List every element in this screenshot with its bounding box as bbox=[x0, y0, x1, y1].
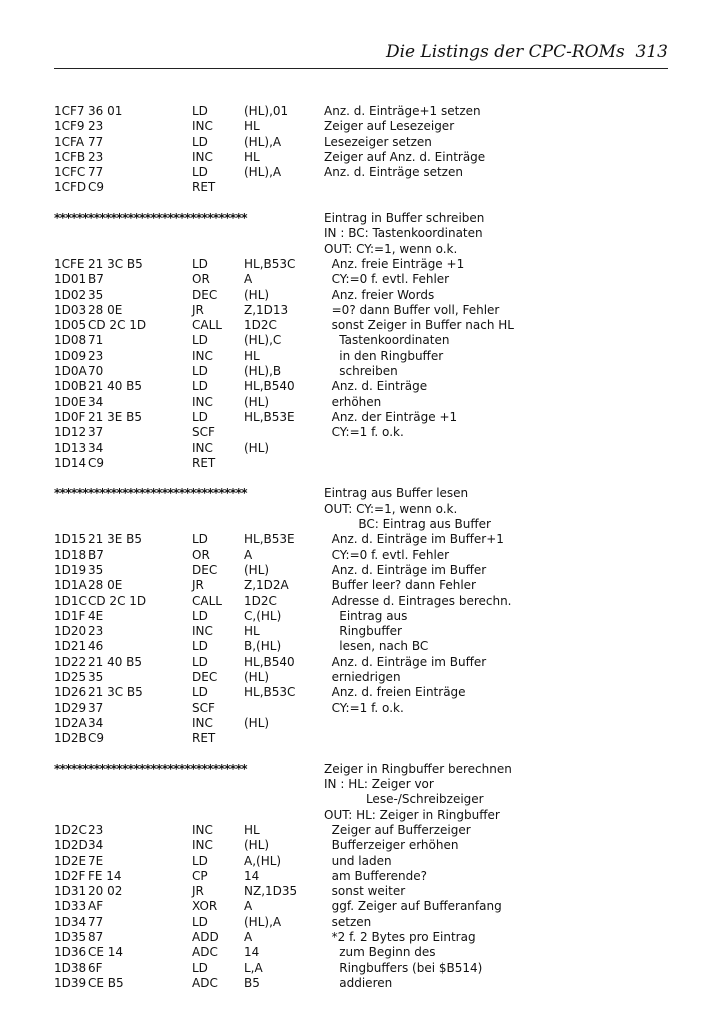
address: 1CFB bbox=[54, 149, 86, 164]
comment: CY:=0 f. evtl. Fehler bbox=[324, 547, 450, 562]
listing-row bbox=[54, 180, 674, 195]
operand: HL bbox=[244, 624, 260, 639]
listing-row bbox=[54, 441, 674, 456]
address: 1D36 bbox=[54, 945, 87, 960]
hex-bytes: 77 bbox=[88, 134, 104, 149]
listing-row bbox=[54, 976, 674, 991]
listing-row bbox=[54, 532, 674, 547]
mnemonic: LD bbox=[192, 914, 208, 929]
mnemonic: JR bbox=[192, 884, 204, 899]
hex-bytes: 28 0E bbox=[88, 302, 123, 317]
page-header bbox=[54, 36, 668, 69]
address: 1D31 bbox=[54, 884, 87, 899]
operand: (HL) bbox=[244, 715, 270, 730]
hex-bytes: 23 bbox=[88, 348, 104, 363]
mnemonic: LD bbox=[192, 532, 208, 547]
comment: Tastenkoordinaten bbox=[324, 333, 450, 348]
comment: Anz. der Einträge +1 bbox=[324, 409, 458, 424]
operand: HL,B53E bbox=[244, 409, 295, 424]
assembly-listing bbox=[54, 104, 674, 991]
comment: erniedrigen bbox=[324, 669, 401, 684]
mnemonic: RET bbox=[192, 731, 216, 746]
listing-row bbox=[54, 823, 674, 838]
listing-row bbox=[54, 548, 674, 563]
address: 1D33 bbox=[54, 899, 87, 914]
mnemonic: XOR bbox=[192, 899, 218, 914]
listing-row bbox=[54, 318, 674, 333]
address: 1CFC bbox=[54, 165, 86, 180]
mnemonic: INC bbox=[192, 715, 213, 730]
hex-bytes: C9 bbox=[88, 731, 105, 746]
hex-bytes: 35 bbox=[88, 669, 104, 684]
hex-bytes: 6F bbox=[88, 960, 103, 975]
listing-row bbox=[54, 716, 674, 731]
comment: Lesezeiger setzen bbox=[324, 134, 432, 149]
mnemonic: JR bbox=[192, 578, 204, 593]
address: 1D1C bbox=[54, 593, 87, 608]
hex-bytes: 21 3C B5 bbox=[88, 256, 143, 271]
comment: am Bufferende? bbox=[324, 868, 428, 883]
hex-bytes: 21 3E B5 bbox=[88, 409, 142, 424]
operand: HL bbox=[244, 348, 260, 363]
section-divider-row bbox=[54, 486, 674, 501]
mnemonic: RET bbox=[192, 180, 216, 195]
hex-bytes: 28 0E bbox=[88, 578, 123, 593]
listing-row bbox=[54, 104, 674, 119]
listing-row bbox=[54, 639, 674, 654]
comment: sonst Zeiger in Buffer nach HL bbox=[324, 318, 514, 333]
comment: in den Ringbuffer bbox=[324, 348, 444, 363]
comment: =0? dann Buffer voll, Fehler bbox=[324, 302, 500, 317]
page-title: Die Listings der CPC-ROMs 313 bbox=[385, 42, 668, 62]
address: 1D34 bbox=[54, 914, 87, 929]
hex-bytes: CD 2C 1D bbox=[88, 593, 147, 608]
hex-bytes: 77 bbox=[88, 914, 104, 929]
comment: Anz. freier Words bbox=[324, 287, 435, 302]
mnemonic: INC bbox=[192, 838, 213, 853]
hex-bytes: CE 14 bbox=[88, 945, 124, 960]
operand: Z,1D13 bbox=[244, 302, 289, 317]
mnemonic: LD bbox=[192, 960, 208, 975]
hex-bytes: 36 01 bbox=[88, 104, 123, 118]
hex-bytes: 21 40 B5 bbox=[88, 654, 143, 669]
mnemonic: DEC bbox=[192, 669, 218, 684]
operand: NZ,1D35 bbox=[244, 884, 298, 899]
operand: (HL),C bbox=[244, 333, 282, 348]
address: 1D09 bbox=[54, 348, 87, 363]
operand: Z,1D2A bbox=[244, 578, 289, 593]
mnemonic: LD bbox=[192, 409, 208, 424]
operand: 1D2C bbox=[244, 318, 277, 333]
listing-row bbox=[54, 578, 674, 593]
comment: und laden bbox=[324, 853, 392, 868]
listing-row bbox=[54, 945, 674, 960]
mnemonic: SCF bbox=[192, 425, 215, 440]
listing-row bbox=[54, 838, 674, 853]
operand: (HL),A bbox=[244, 914, 282, 929]
listing-row bbox=[54, 135, 674, 150]
address: 1D35 bbox=[54, 930, 87, 945]
listing-row bbox=[54, 196, 674, 211]
operand: (HL),B bbox=[244, 364, 282, 379]
hex-bytes: 21 40 B5 bbox=[88, 379, 143, 394]
address: 1D05 bbox=[54, 318, 87, 333]
hex-bytes: 23 bbox=[88, 624, 104, 639]
comment: Adresse d. Eintrages berechn. bbox=[324, 593, 512, 608]
comment: OUT: CY:=1, wenn o.k. bbox=[324, 501, 458, 516]
mnemonic: LD bbox=[192, 654, 208, 669]
mnemonic: LD bbox=[192, 685, 208, 700]
comment: ggf. Zeiger auf Bufferanfang bbox=[324, 899, 502, 914]
listing-row bbox=[54, 395, 674, 410]
separator-stars: ********************************** bbox=[54, 211, 247, 226]
operand: C,(HL) bbox=[244, 608, 282, 623]
operand: (HL),A bbox=[244, 165, 282, 180]
mnemonic: DEC bbox=[192, 287, 218, 302]
comment: CY:=1 f. o.k. bbox=[324, 425, 404, 440]
listing-row bbox=[54, 471, 674, 486]
address: 1CFE bbox=[54, 256, 85, 271]
listing-row bbox=[54, 808, 674, 823]
operand: HL bbox=[244, 119, 260, 134]
hex-bytes: 23 bbox=[88, 119, 104, 134]
address: 1D2C bbox=[54, 822, 87, 837]
address: 1D1A bbox=[54, 578, 87, 593]
operand: HL bbox=[244, 149, 260, 164]
comment: Zeiger in Ringbuffer berechnen bbox=[324, 761, 512, 776]
operand: HL,B540 bbox=[244, 654, 295, 669]
listing-row bbox=[54, 884, 674, 899]
mnemonic: LD bbox=[192, 608, 208, 623]
address: 1D15 bbox=[54, 532, 87, 547]
address: 1CF7 bbox=[54, 104, 85, 118]
mnemonic: ADC bbox=[192, 945, 218, 960]
comment: Ringbuffer bbox=[324, 624, 402, 639]
hex-bytes: 35 bbox=[88, 287, 104, 302]
comment: OUT: CY:=1, wenn o.k. bbox=[324, 241, 458, 256]
listing-row bbox=[54, 731, 674, 746]
mnemonic: LD bbox=[192, 364, 208, 379]
address: 1D20 bbox=[54, 624, 87, 639]
address: 1CFD bbox=[54, 180, 87, 195]
hex-bytes: 71 bbox=[88, 333, 104, 348]
comment: Anz. d. Einträge setzen bbox=[324, 165, 463, 180]
mnemonic: CALL bbox=[192, 593, 222, 608]
address: 1D19 bbox=[54, 562, 87, 577]
operand: L,A bbox=[244, 960, 263, 975]
address: 1D21 bbox=[54, 639, 87, 654]
mnemonic: INC bbox=[192, 119, 213, 134]
comment: Anz. d. Einträge+1 setzen bbox=[324, 104, 481, 118]
comment: Anz. d. Einträge im Buffer bbox=[324, 654, 487, 669]
mnemonic: CP bbox=[192, 868, 208, 883]
listing-row bbox=[54, 746, 674, 761]
operand: 14 bbox=[244, 868, 260, 883]
hex-bytes: 46 bbox=[88, 639, 104, 654]
operand: HL,B53C bbox=[244, 685, 296, 700]
listing-row bbox=[54, 425, 674, 440]
comment: Eintrag in Buffer schreiben bbox=[324, 211, 485, 226]
address: 1D02 bbox=[54, 287, 87, 302]
mnemonic: OR bbox=[192, 272, 210, 287]
comment: erhöhen bbox=[324, 394, 382, 409]
comment: Bufferzeiger erhöhen bbox=[324, 838, 459, 853]
comment: schreiben bbox=[324, 364, 398, 379]
listing-row bbox=[54, 456, 674, 471]
operand: (HL) bbox=[244, 394, 270, 409]
address: 1D14 bbox=[54, 455, 87, 470]
listing-row bbox=[54, 364, 674, 379]
hex-bytes: 34 bbox=[88, 838, 104, 853]
hex-bytes: 21 3E B5 bbox=[88, 532, 142, 547]
mnemonic: INC bbox=[192, 822, 213, 837]
comment: addieren bbox=[324, 975, 393, 990]
listing-row bbox=[54, 517, 674, 532]
comment: BC: Eintrag aus Buffer bbox=[324, 517, 491, 532]
comment: Buffer leer? dann Fehler bbox=[324, 578, 476, 593]
listing-row bbox=[54, 701, 674, 716]
mnemonic: LD bbox=[192, 379, 208, 394]
listing-row bbox=[54, 609, 674, 624]
listing-row bbox=[54, 915, 674, 930]
mnemonic: LD bbox=[192, 165, 208, 180]
listing-row bbox=[54, 242, 674, 257]
hex-bytes: AF bbox=[88, 899, 104, 914]
operand: A bbox=[244, 899, 253, 914]
comment: sonst weiter bbox=[324, 884, 406, 899]
hex-bytes: B7 bbox=[88, 547, 104, 562]
mnemonic: DEC bbox=[192, 562, 218, 577]
operand: HL,B53C bbox=[244, 256, 296, 271]
section-divider-row bbox=[54, 762, 674, 777]
hex-bytes: C9 bbox=[88, 455, 105, 470]
operand: HL,B53E bbox=[244, 532, 295, 547]
comment: Anz. d. Einträge bbox=[324, 379, 428, 394]
comment: Zeiger auf Lesezeiger bbox=[324, 119, 455, 134]
listing-row bbox=[54, 226, 674, 241]
listing-row bbox=[54, 563, 674, 578]
listing-row bbox=[54, 792, 674, 807]
comment: OUT: HL: Zeiger in Ringbuffer bbox=[324, 807, 500, 822]
hex-bytes: C9 bbox=[88, 180, 105, 195]
mnemonic: INC bbox=[192, 149, 213, 164]
mnemonic: INC bbox=[192, 394, 213, 409]
operand: (HL),01 bbox=[244, 104, 289, 118]
listing-row bbox=[54, 961, 674, 976]
address: 1D0F bbox=[54, 409, 86, 424]
listing-row bbox=[54, 349, 674, 364]
listing-row bbox=[54, 624, 674, 639]
listing-row bbox=[54, 777, 674, 792]
comment: IN : HL: Zeiger vor bbox=[324, 777, 434, 792]
operand: 1D2C bbox=[244, 593, 277, 608]
operand: (HL) bbox=[244, 440, 270, 455]
mnemonic: LD bbox=[192, 134, 208, 149]
mnemonic: RET bbox=[192, 455, 216, 470]
listing-row bbox=[54, 165, 674, 180]
address: 1D22 bbox=[54, 654, 87, 669]
address: 1D38 bbox=[54, 960, 87, 975]
mnemonic: ADC bbox=[192, 975, 218, 990]
listing-row bbox=[54, 257, 674, 272]
mnemonic: LD bbox=[192, 853, 208, 868]
mnemonic: LD bbox=[192, 104, 208, 118]
mnemonic: ADD bbox=[192, 930, 219, 945]
address: 1D12 bbox=[54, 425, 87, 440]
separator-stars: ********************************** bbox=[54, 486, 247, 501]
listing-row bbox=[54, 119, 674, 134]
listing-row bbox=[54, 594, 674, 609]
address: 1D01 bbox=[54, 272, 87, 287]
hex-bytes: FE 14 bbox=[88, 868, 122, 883]
listing-row bbox=[54, 930, 674, 945]
comment: Anz. d. Einträge im Buffer bbox=[324, 562, 487, 577]
address: 1CFA bbox=[54, 134, 85, 149]
operand: B5 bbox=[244, 975, 260, 990]
hex-bytes: 34 bbox=[88, 394, 104, 409]
hex-bytes: 4E bbox=[88, 608, 104, 623]
operand: (HL),A bbox=[244, 134, 282, 149]
operand: HL bbox=[244, 822, 260, 837]
hex-bytes: 35 bbox=[88, 562, 104, 577]
address: 1D1F bbox=[54, 608, 86, 623]
hex-bytes: 23 bbox=[88, 149, 104, 164]
comment: CY:=0 f. evtl. Fehler bbox=[324, 272, 450, 287]
comment: Anz. d. freien Einträge bbox=[324, 685, 466, 700]
address: 1D08 bbox=[54, 333, 87, 348]
operand: (HL) bbox=[244, 287, 270, 302]
address: 1D25 bbox=[54, 669, 87, 684]
hex-bytes: 23 bbox=[88, 822, 104, 837]
comment: Eintrag aus Buffer lesen bbox=[324, 486, 469, 501]
mnemonic: OR bbox=[192, 547, 210, 562]
hex-bytes: 20 02 bbox=[88, 884, 123, 899]
address: 1D13 bbox=[54, 440, 87, 455]
address: 1D2D bbox=[54, 838, 88, 853]
comment: IN : BC: Tastenkoordinaten bbox=[324, 226, 483, 241]
address: 1D0E bbox=[54, 394, 87, 409]
operand: (HL) bbox=[244, 562, 270, 577]
address: 1D2F bbox=[54, 868, 86, 883]
hex-bytes: 87 bbox=[88, 930, 104, 945]
comment: Ringbuffers (bei $B514) bbox=[324, 960, 483, 975]
listing-row bbox=[54, 655, 674, 670]
mnemonic: LD bbox=[192, 333, 208, 348]
operand: 14 bbox=[244, 945, 260, 960]
address: 1D2A bbox=[54, 715, 87, 730]
hex-bytes: 7E bbox=[88, 853, 104, 868]
mnemonic: INC bbox=[192, 348, 213, 363]
listing-row bbox=[54, 379, 674, 394]
address: 1D0A bbox=[54, 364, 87, 379]
comment: Lese-/Schreibzeiger bbox=[324, 792, 484, 807]
hex-bytes: CD 2C 1D bbox=[88, 318, 147, 333]
listing-row bbox=[54, 869, 674, 884]
comment: Anz. freie Einträge +1 bbox=[324, 256, 465, 271]
address: 1D18 bbox=[54, 547, 87, 562]
address: 1D29 bbox=[54, 700, 87, 715]
listing-row bbox=[54, 333, 674, 348]
listing-row bbox=[54, 685, 674, 700]
hex-bytes: 37 bbox=[88, 700, 104, 715]
hex-bytes: 37 bbox=[88, 425, 104, 440]
operand: A bbox=[244, 272, 253, 287]
comment: CY:=1 f. o.k. bbox=[324, 700, 404, 715]
mnemonic: INC bbox=[192, 624, 213, 639]
mnemonic: LD bbox=[192, 639, 208, 654]
comment: setzen bbox=[324, 914, 372, 929]
address: 1D39 bbox=[54, 975, 87, 990]
mnemonic: LD bbox=[192, 256, 208, 271]
listing-row bbox=[54, 288, 674, 303]
section-divider-row bbox=[54, 211, 674, 226]
address: 1D0B bbox=[54, 379, 87, 394]
hex-bytes: CE B5 bbox=[88, 975, 124, 990]
listing-row bbox=[54, 854, 674, 869]
hex-bytes: 70 bbox=[88, 364, 104, 379]
operand: A bbox=[244, 930, 253, 945]
address: 1D2B bbox=[54, 731, 87, 746]
operand: A bbox=[244, 547, 253, 562]
listing-row bbox=[54, 502, 674, 517]
comment: Zeiger auf Bufferzeiger bbox=[324, 822, 471, 837]
comment: lesen, nach BC bbox=[324, 639, 429, 654]
listing-row bbox=[54, 670, 674, 685]
listing-row bbox=[54, 899, 674, 914]
hex-bytes: 21 3C B5 bbox=[88, 685, 143, 700]
address: 1D2E bbox=[54, 853, 87, 868]
address: 1D03 bbox=[54, 302, 87, 317]
comment: zum Beginn des bbox=[324, 945, 436, 960]
mnemonic: INC bbox=[192, 440, 213, 455]
operand: HL,B540 bbox=[244, 379, 295, 394]
mnemonic: CALL bbox=[192, 318, 222, 333]
operand: B,(HL) bbox=[244, 639, 282, 654]
hex-bytes: 34 bbox=[88, 715, 104, 730]
address: 1CF9 bbox=[54, 119, 85, 134]
hex-bytes: 77 bbox=[88, 165, 104, 180]
listing-row bbox=[54, 272, 674, 287]
listing-row bbox=[54, 410, 674, 425]
address: 1D26 bbox=[54, 685, 87, 700]
separator-stars: ********************************** bbox=[54, 761, 247, 776]
mnemonic: SCF bbox=[192, 700, 215, 715]
operand: A,(HL) bbox=[244, 853, 282, 868]
hex-bytes: B7 bbox=[88, 272, 104, 287]
comment: *2 f. 2 Bytes pro Eintrag bbox=[324, 930, 476, 945]
operand: (HL) bbox=[244, 838, 270, 853]
hex-bytes: 34 bbox=[88, 440, 104, 455]
comment: Anz. d. Einträge im Buffer+1 bbox=[324, 532, 504, 547]
mnemonic: JR bbox=[192, 302, 204, 317]
operand: (HL) bbox=[244, 669, 270, 684]
comment: Eintrag aus bbox=[324, 608, 408, 623]
listing-row bbox=[54, 150, 674, 165]
listing-row bbox=[54, 303, 674, 318]
comment: Zeiger auf Anz. d. Einträge bbox=[324, 149, 486, 164]
